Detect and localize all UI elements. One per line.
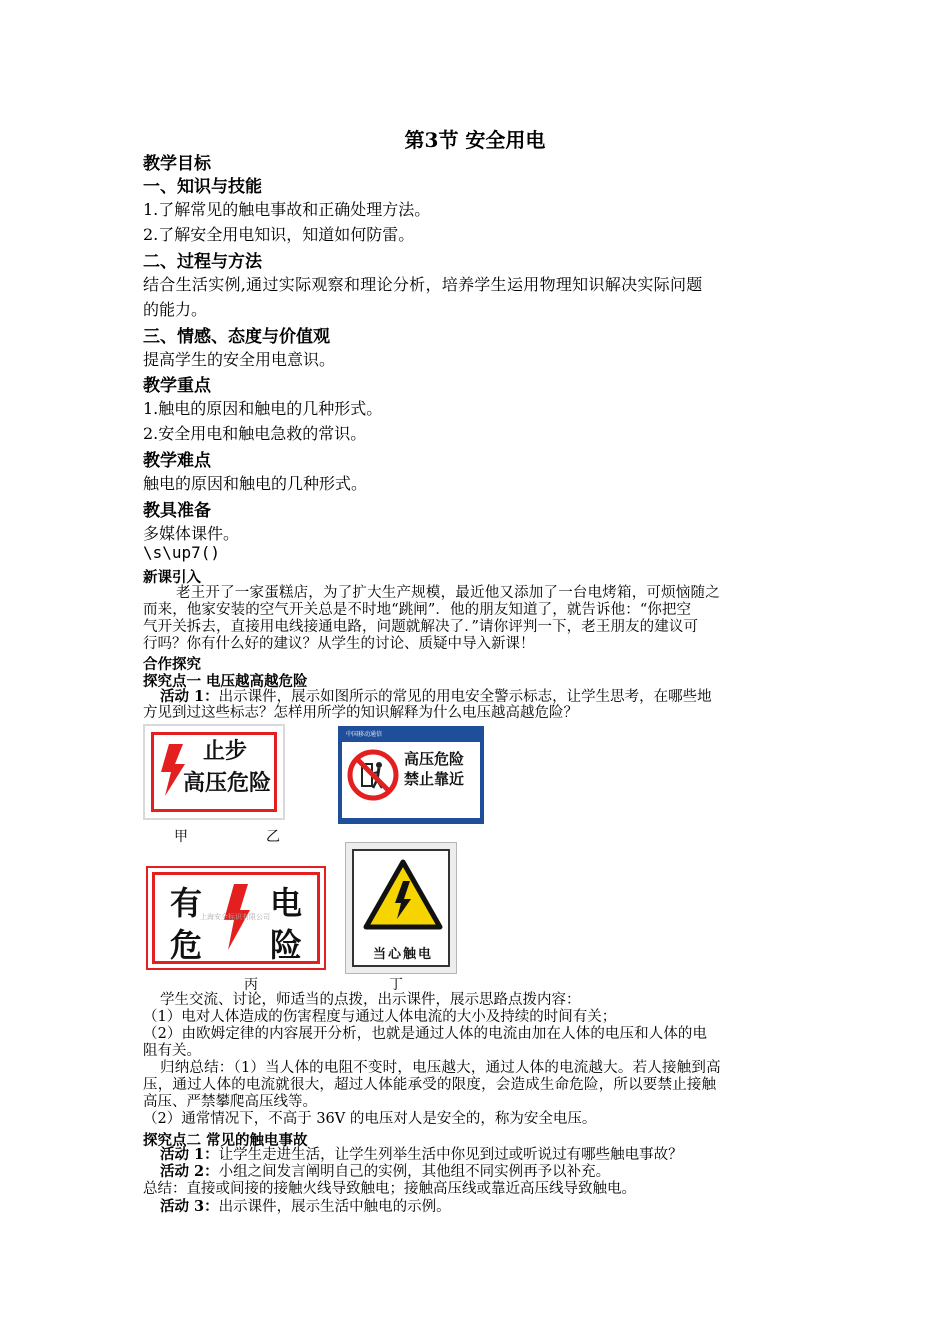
activity-label: 活动 1： bbox=[160, 688, 219, 705]
activity-text: 小组之间发言阐明自己的实例，其他组不同实例再予以补充。 bbox=[218, 1164, 611, 1180]
keypoints-heading: 教学重点 bbox=[143, 376, 211, 396]
warning-triangle-icon bbox=[363, 859, 443, 931]
intro-heading: 新课引入 bbox=[143, 569, 201, 586]
sign-text: 当心触电 bbox=[372, 947, 433, 962]
activity-line bbox=[160, 1198, 451, 1216]
intro-line: 而来，他家安装的空气开关总是不时地“跳闸”．他的朋友知道了，就告诉他：“你把空 bbox=[143, 602, 692, 618]
page-title: 第3节 安全用电 bbox=[404, 128, 546, 152]
warning-sign-danger-electricity bbox=[146, 866, 326, 970]
activity-1-line-2: 方见到过这些标志？怎样用所学的知识解释为什么电压越高越危险？ bbox=[143, 705, 578, 721]
process-text-line: 结合生活实例,通过实际观察和理论分析，培养学生运用物理知识解决实际问题 bbox=[143, 275, 703, 294]
difficulty-heading: 教学难点 bbox=[143, 451, 211, 471]
sign-brand-text: 中国移动通信 bbox=[346, 731, 383, 738]
caption-yi: 乙 bbox=[266, 829, 280, 845]
discussion-line: （1）电对人体造成的伤害程度与通过人体电流的大小及持续的时间有关； bbox=[143, 1009, 617, 1025]
warning-sign-beware-shock bbox=[345, 842, 457, 974]
activity-1-line bbox=[160, 688, 712, 706]
sign-char: 电 bbox=[270, 884, 303, 922]
summary-line: （2）通常情况下，不高于 36V 的电压对人是安全的，称为安全电压。 bbox=[143, 1111, 597, 1127]
sign-text-line-1: 止步 bbox=[203, 739, 248, 764]
sign-char: 险 bbox=[270, 926, 303, 964]
discussion-line: 学生交流、讨论，师适当的点拨，出示课件，展示思路点拨内容： bbox=[160, 992, 581, 1008]
tools-heading: 教具准备 bbox=[143, 501, 211, 521]
activity-label: 活动 3： bbox=[160, 1198, 219, 1215]
sign-text-line-2: 禁止靠近 bbox=[404, 770, 465, 788]
objectives-heading: 教学目标 bbox=[143, 154, 211, 174]
sign-watermark: 上海安全标识有限公司 bbox=[200, 913, 270, 921]
section-knowledge-heading: 一、知识与技能 bbox=[143, 177, 262, 197]
summary-line: 压，通过人体的电流就很大，超过人体能承受的限度，会造成生命危险，所以要禁止接触 bbox=[143, 1077, 717, 1093]
activity-text: 让学生走进生活，让学生列举生活中你见到过或听说过有哪些触电事故？ bbox=[218, 1147, 683, 1163]
section-process-heading: 二、过程与方法 bbox=[143, 252, 262, 272]
sign-panel bbox=[352, 849, 450, 967]
objective-item: 1.了解常见的触电事故和正确处理方法。 bbox=[143, 200, 431, 219]
sign-text-line-1: 高压危险 bbox=[404, 750, 465, 768]
explore-heading: 合作探究 bbox=[143, 656, 201, 673]
sign-text-line-2: 高压危险 bbox=[183, 771, 272, 796]
caption-ding: 丁 bbox=[389, 977, 403, 993]
sign-char: 危 bbox=[170, 926, 203, 964]
warning-sign-no-approach bbox=[338, 726, 484, 824]
keypoint-item: 1.触电的原因和触电的几种形式。 bbox=[143, 399, 383, 418]
difficulty-text: 触电的原因和触电的几种形式。 bbox=[143, 474, 368, 493]
tools-text: 多媒体课件。 bbox=[143, 524, 240, 543]
sign-char: 有 bbox=[170, 884, 203, 922]
discussion-line: （2）由欧姆定律的内容展开分析，也就是通过人体的电流由加在人体的电压和人体的电 bbox=[143, 1026, 708, 1042]
field-code-text: \s\up7() bbox=[143, 543, 221, 562]
section-attitude-heading: 三、情感、态度与价值观 bbox=[143, 327, 330, 347]
intro-line: 行吗？你有什么好的建议？从学生的讨论、质疑中导入新课！ bbox=[143, 636, 535, 652]
caption-jia: 甲 bbox=[174, 829, 188, 845]
attitude-text: 提高学生的安全用电意识。 bbox=[143, 350, 336, 369]
summary-line: 归纳总结：（1）当人体的电阻不变时，电压越大，通过人体的电流越大。若人接触到高 bbox=[160, 1060, 721, 1076]
intro-line: 老王开了一家蛋糕店，为了扩大生产规模，最近他又添加了一台电烤箱，可烦恼随之 bbox=[176, 585, 720, 601]
explore-point-1-heading: 探究点一 电压越高越危险 bbox=[143, 673, 308, 690]
intro-line: 气开关拆去，直接用电线接通电路，问题就解决了．”请你评判一下，老王朋友的建议可 bbox=[143, 619, 699, 635]
activity-line bbox=[160, 1146, 683, 1164]
explore-point-2-heading: 探究点二 常见的触电事故 bbox=[143, 1132, 308, 1149]
activity-line bbox=[160, 1163, 610, 1181]
warning-sign-stop-high-voltage bbox=[143, 724, 285, 820]
discussion-line: 阻有关。 bbox=[143, 1043, 201, 1059]
summary-line: 高压、严禁攀爬高压线等。 bbox=[143, 1094, 317, 1110]
caption-bing: 丙 bbox=[244, 977, 258, 993]
activity-label: 活动 1： bbox=[160, 1146, 219, 1163]
objective-item: 2.了解安全用电知识，知道如何防雷。 bbox=[143, 225, 415, 244]
process-text-line: 的能力。 bbox=[143, 300, 208, 319]
activity-text: 出示课件，展示生活中触电的示例。 bbox=[218, 1199, 451, 1215]
activity-text: 出示课件，展示如图所示的常见的用电安全警示标志，让学生思考，在哪些地 bbox=[218, 689, 712, 705]
keypoint-item: 2.安全用电和触电急救的常识。 bbox=[143, 424, 367, 443]
summary-2-line: 总结：直接或间接的接触火线导致触电；接触高压线或靠近高压线导致触电。 bbox=[143, 1181, 636, 1197]
prohibition-icon bbox=[346, 748, 400, 802]
activity-label: 活动 2： bbox=[160, 1163, 219, 1180]
